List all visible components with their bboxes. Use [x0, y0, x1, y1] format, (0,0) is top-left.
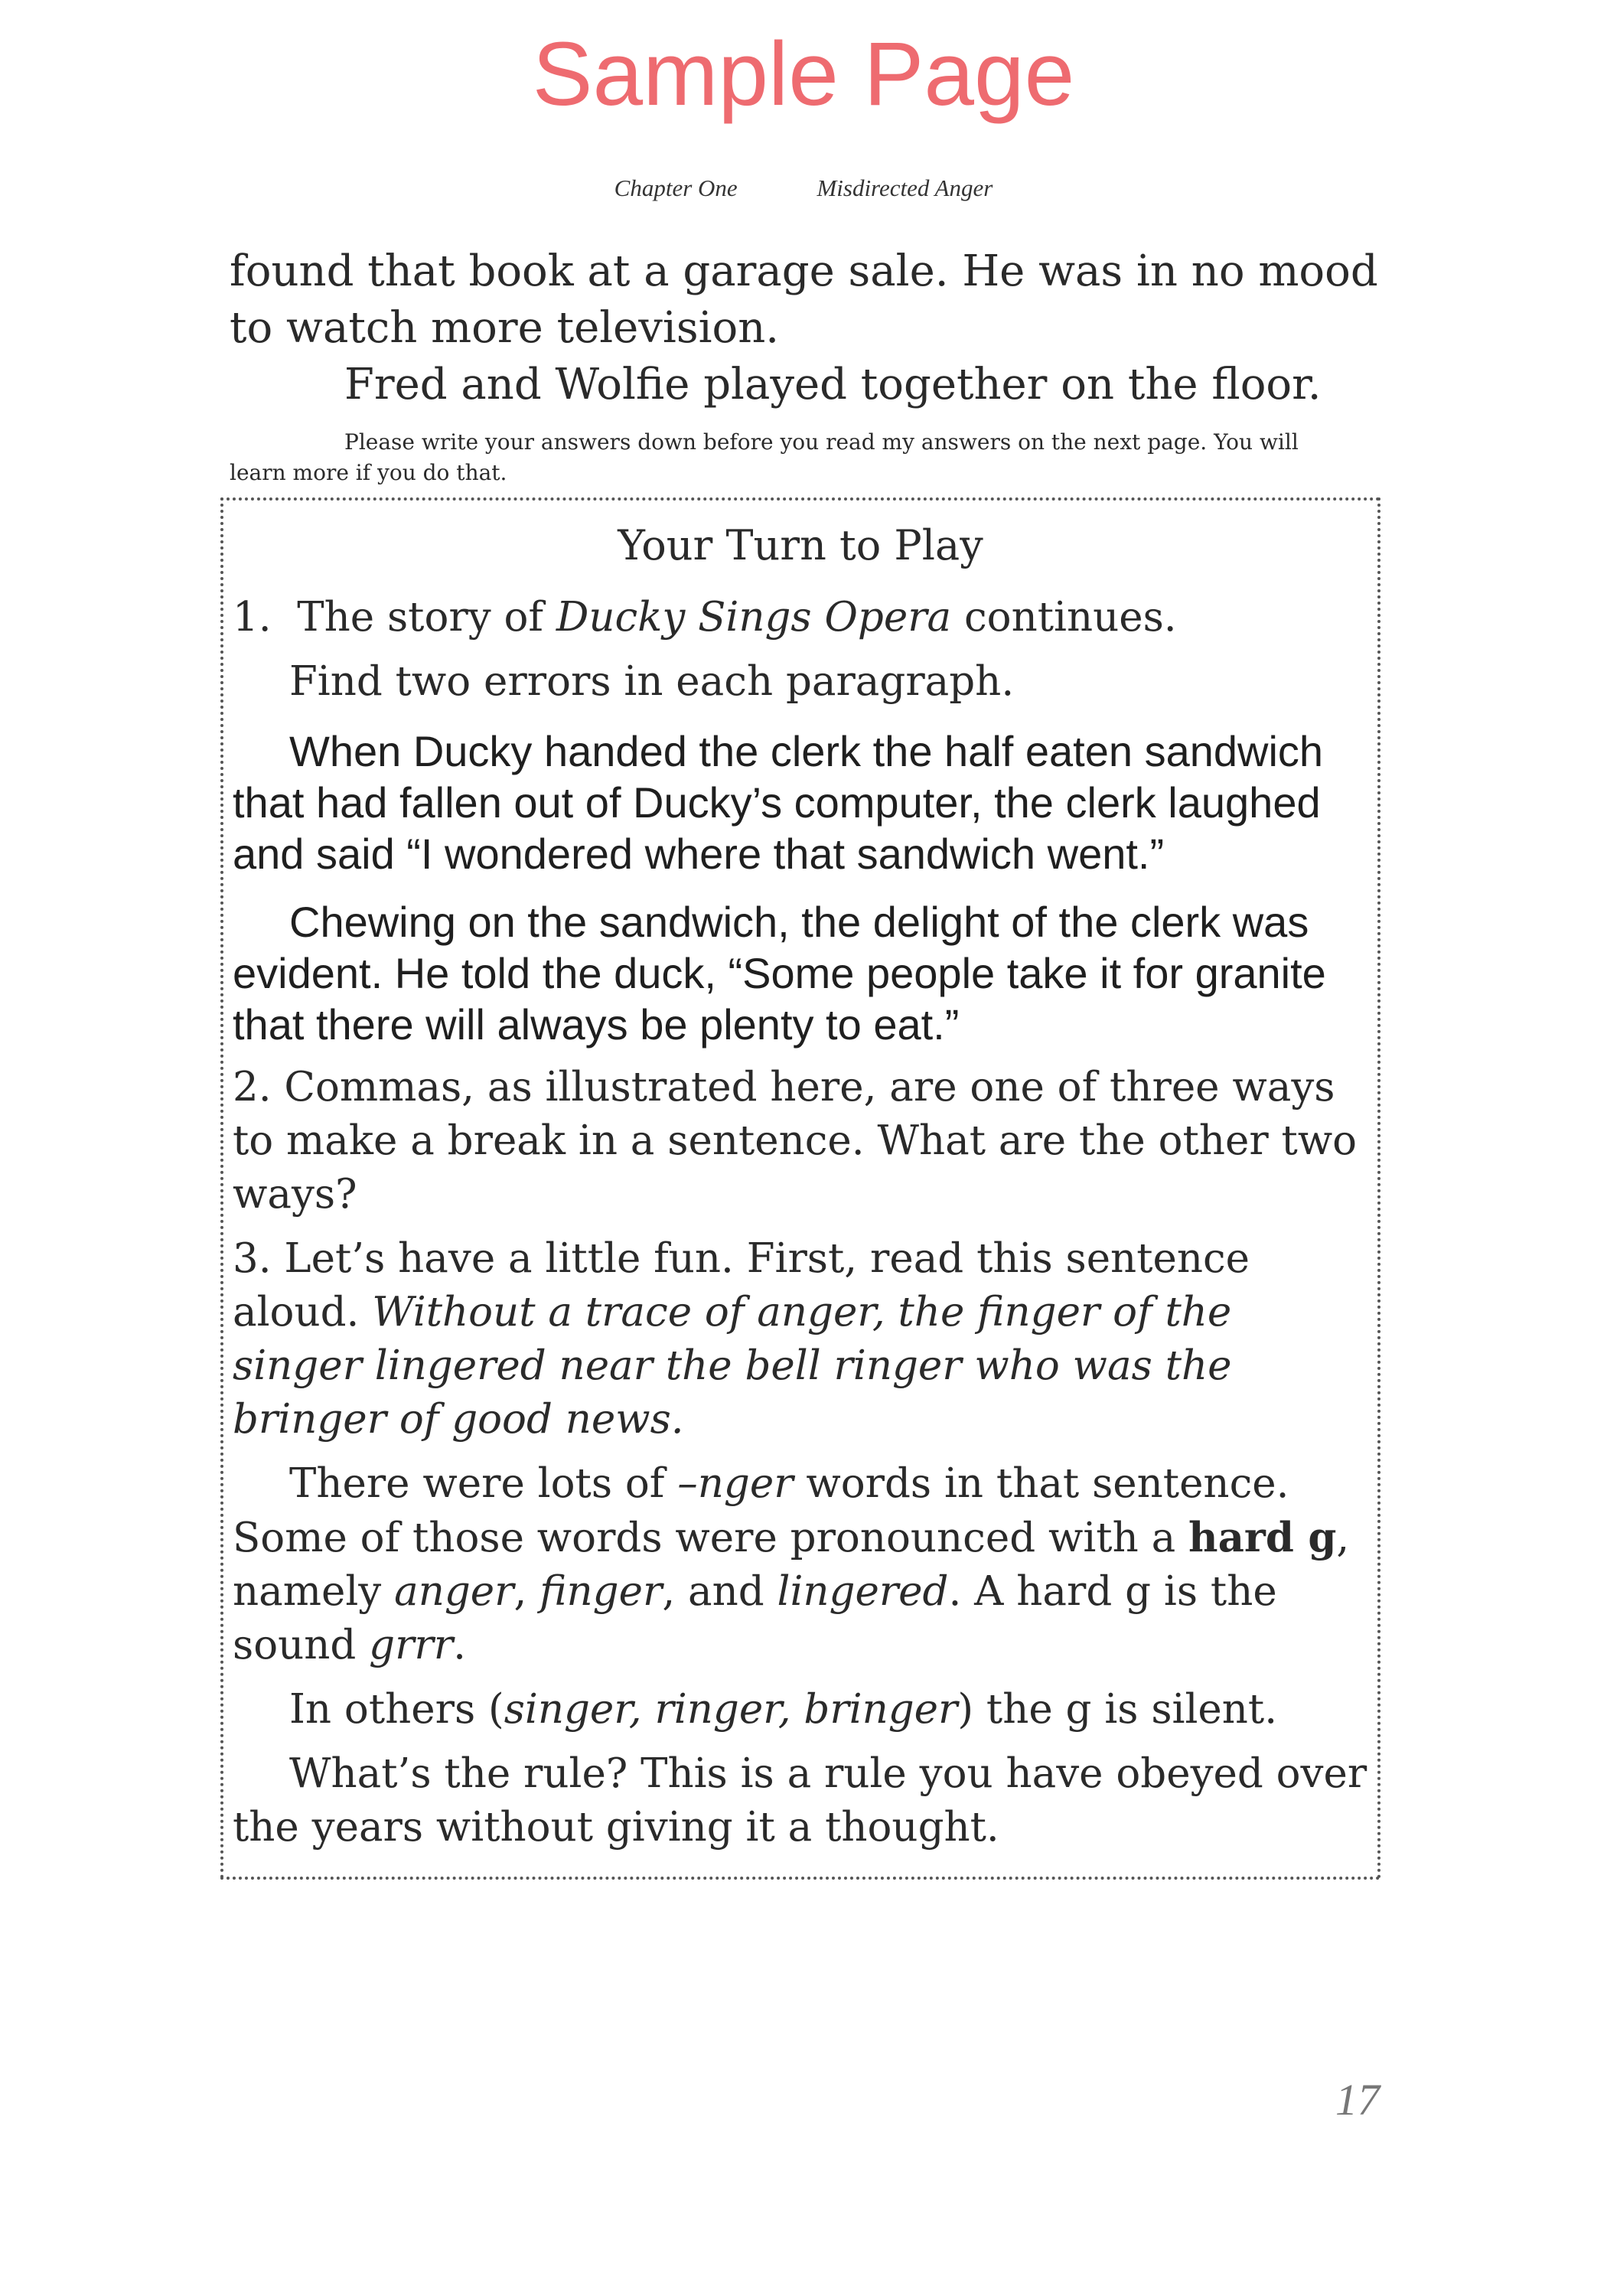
question-1: [233, 591, 1368, 644]
q3-text: , and: [662, 1568, 777, 1615]
q3-italic: singer, ringer, bringer: [504, 1686, 958, 1733]
box-title: Your Turn to Play: [618, 521, 983, 569]
q3-paragraph-2: [233, 1457, 1368, 1672]
note-text: Please write your answers down before you read my answers on the next page. You will learn more if you do that.: [230, 429, 1299, 485]
q3-italic: finger: [539, 1568, 663, 1615]
q3-text: In others (: [289, 1686, 504, 1733]
q3-bold: hard g: [1188, 1514, 1337, 1561]
q1-text-pre: The story of: [297, 594, 556, 641]
body-text: [230, 243, 1393, 413]
chapter-title: Misdirected Anger: [817, 174, 993, 201]
q3-text: words in that sentence. Some of those words were pronounced with a: [233, 1460, 1289, 1561]
q3-italic: grrr: [369, 1622, 454, 1668]
q3-paragraph-3: [233, 1683, 1368, 1737]
running-head: [0, 174, 1607, 202]
page-number: 17: [1335, 2075, 1380, 2125]
chapter-label: Chapter One: [614, 174, 738, 201]
q3-italic: –nger: [677, 1460, 794, 1507]
q3-sentence: Without a trace of anger, the finger of the singer lingered near the bell ringer who was the bringer of good news.: [233, 1289, 1232, 1443]
story-paragraph-1: When Ducky handed the clerk the half eaten sandwich that had fallen out of Ducky’s computer, the clerk laughed and said “I wondered where that sandwich went.”: [233, 727, 1324, 878]
q3-text: There were lots of: [289, 1460, 678, 1507]
q3-text: . A hard g is the sound: [233, 1568, 1277, 1668]
body-paragraph: found that book at a garage sale. He was in no mood to watch more television.: [230, 246, 1378, 353]
q3-paragraph-4: What’s the rule? This is a rule you have obeyed over the years without giving it a thought.: [233, 1750, 1367, 1851]
q3-text: , namely: [233, 1515, 1350, 1615]
instruction-note: [230, 427, 1347, 488]
q3-text: ,: [513, 1568, 540, 1615]
sample-page-watermark: Sample Page: [532, 24, 1075, 125]
q3-text: ) the g is silent.: [957, 1686, 1278, 1733]
q3-italic: lingered: [777, 1568, 949, 1615]
your-turn-box: [220, 497, 1380, 1880]
q1-instruction: Find two errors in each paragraph.: [289, 658, 1015, 705]
q3-text: .: [453, 1622, 466, 1668]
q1-text-post: continues.: [951, 594, 1177, 641]
question-3: [233, 1232, 1368, 1446]
story-paragraph-2: Chewing on the sandwich, the delight of the clerk was evident. He told the duck, “Some people take it for granite that there will always be plenty to eat.”: [233, 898, 1326, 1049]
question-2: 2. Commas, as illustrated here, are one of three ways to make a break in a sentence. What are the other two ways?: [233, 1064, 1358, 1218]
body-paragraph: Fred and Wolfie played together on the floor.: [344, 360, 1322, 409]
book-title: Ducky Sings Opera: [556, 594, 952, 641]
question-number: 1.: [233, 594, 272, 641]
q3-italic: anger: [394, 1568, 514, 1615]
q3-intro: 3. Let’s have a little fun. First, read this sentence aloud.: [233, 1235, 1250, 1336]
